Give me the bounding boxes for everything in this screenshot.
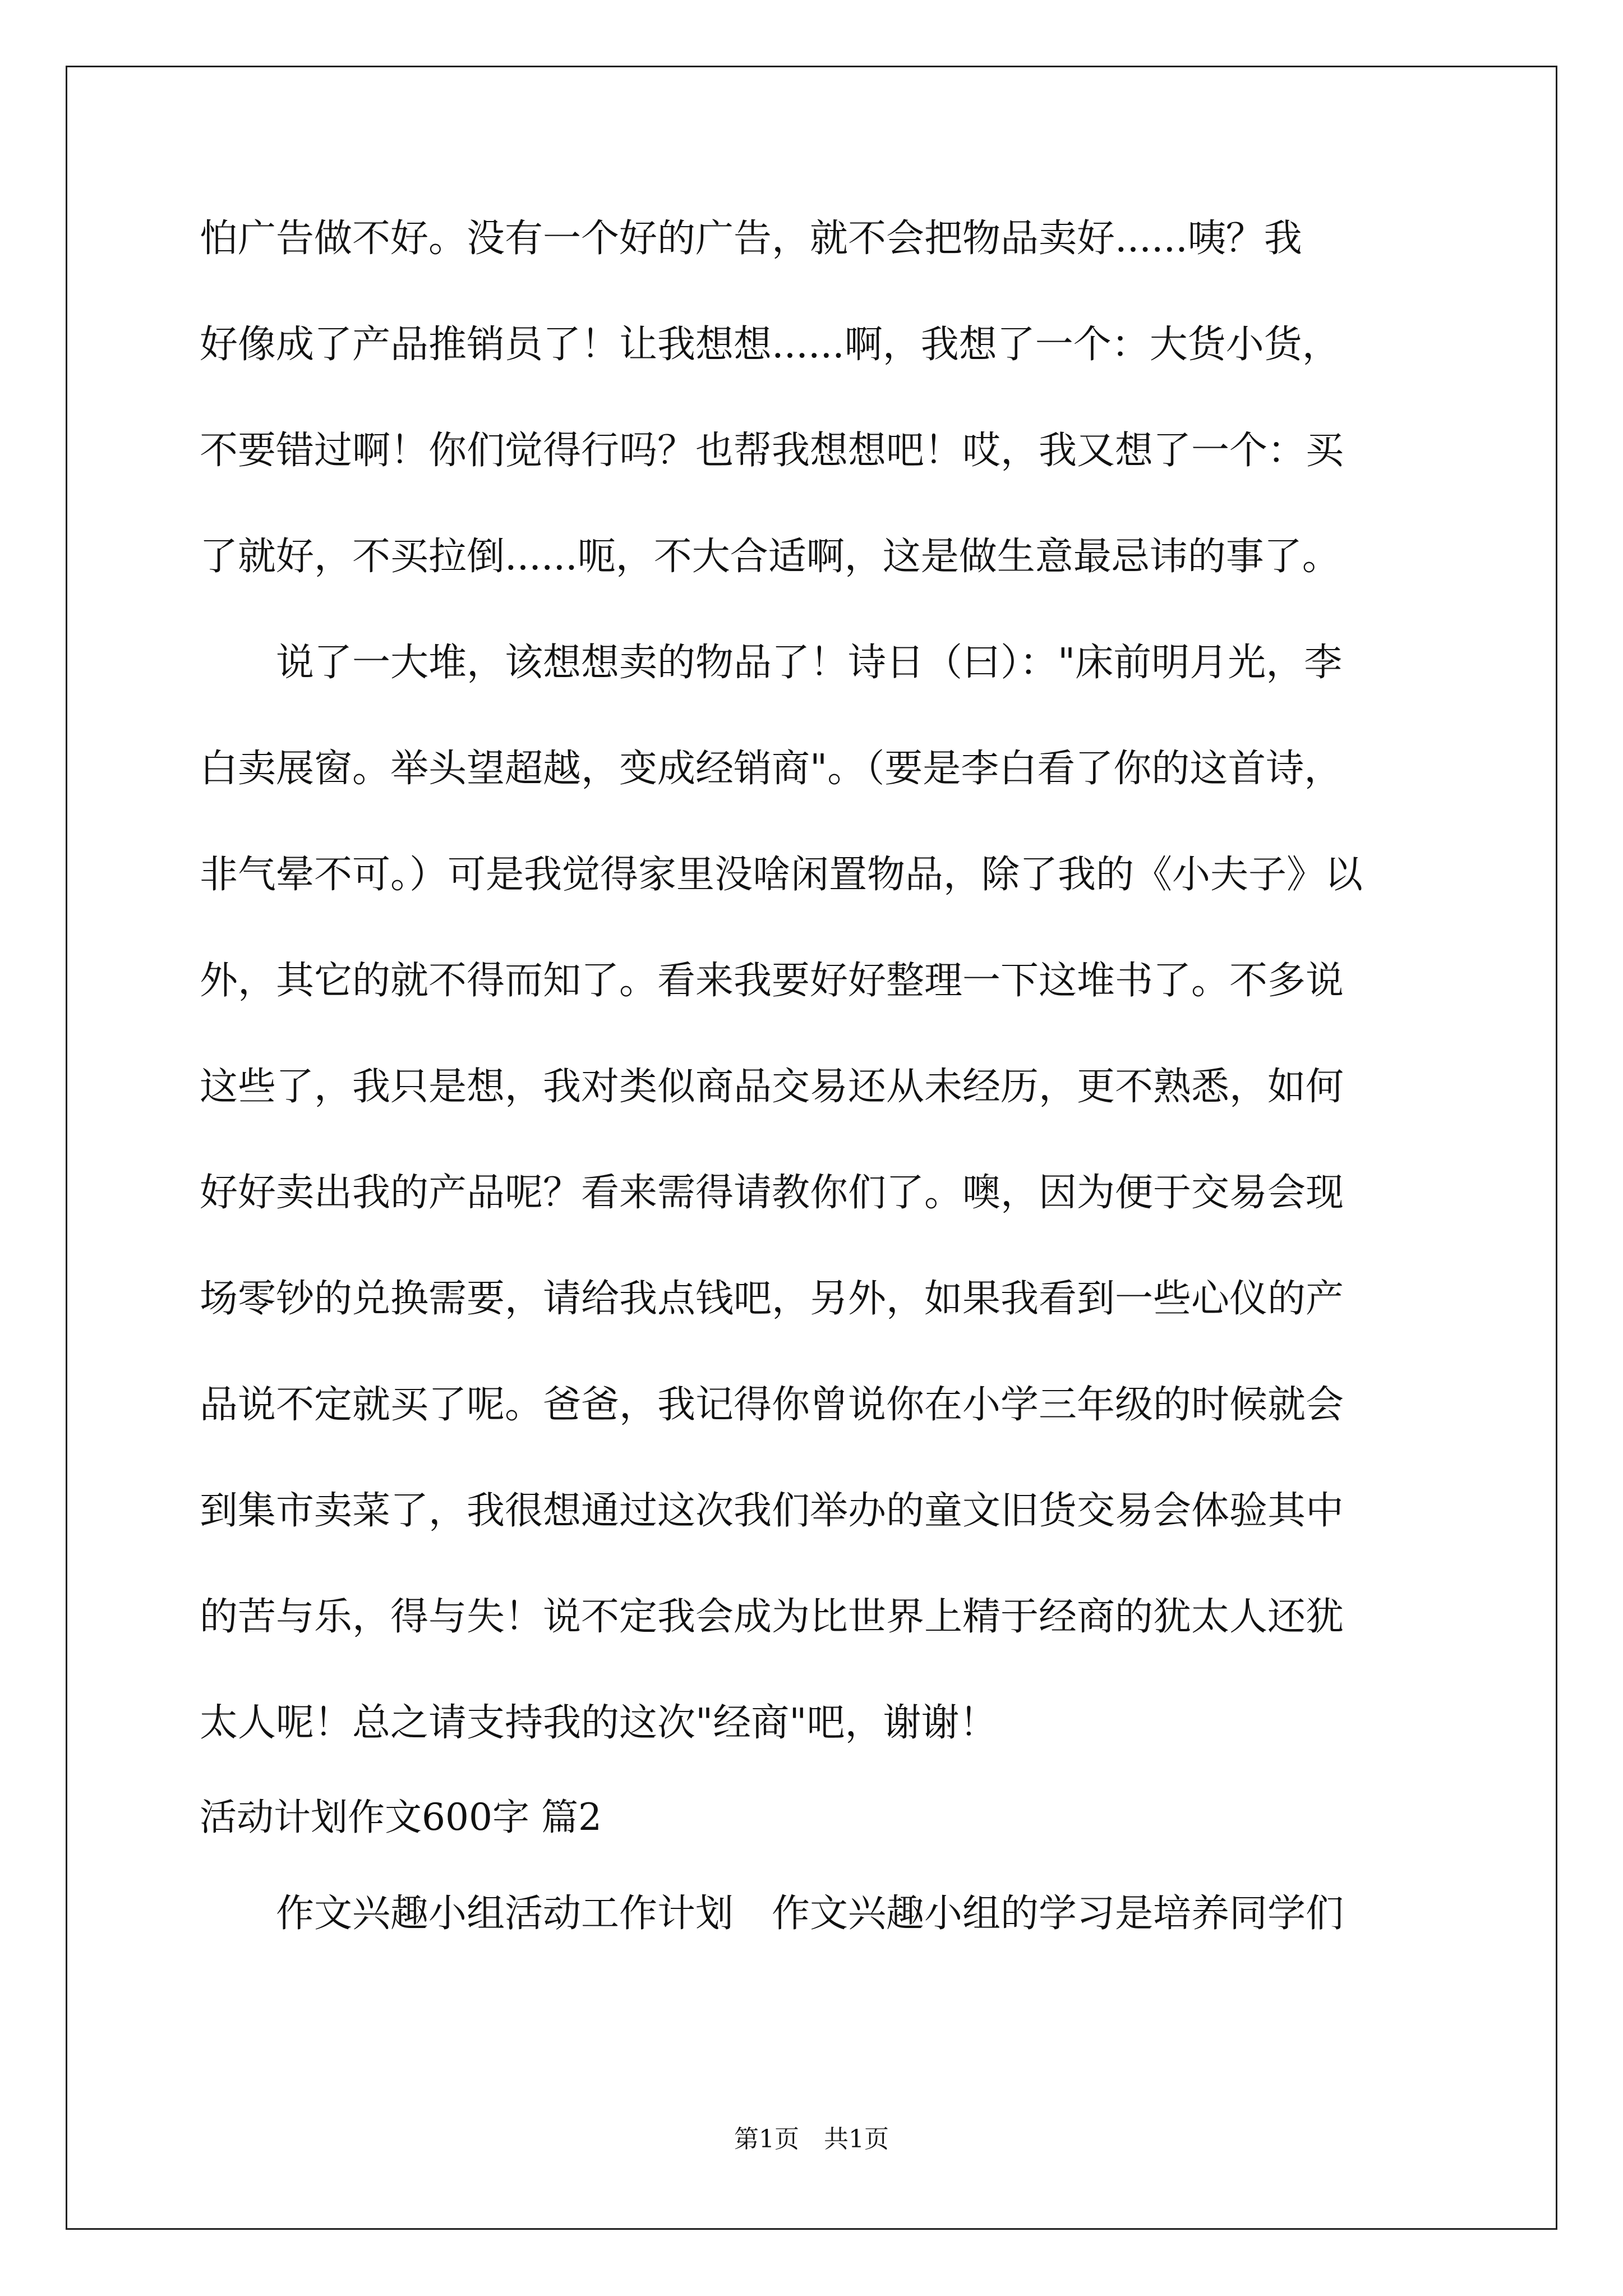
body-line: 场零钞的兑换需要，请给我点钱吧，另外，如果我看到一些心仪的产 xyxy=(200,1277,1344,1321)
body-line: 好好卖出我的产品呢？看来需得请教你们了。噢，因为便于交易会现 xyxy=(200,1171,1344,1215)
body-line: 到集市卖菜了，我很想通过这次我们举办的童文旧货交易会体验其中 xyxy=(200,1489,1344,1533)
body-line: 不要错过啊！你们觉得行吗？也帮我想想吧！哎，我又想了一个：买 xyxy=(200,429,1344,473)
body-line: 怕广告做不好。没有一个好的广告，就不会把物品卖好......咦？我 xyxy=(200,217,1302,261)
body-line: 说了一大堆，该想想卖的物品了！诗日（曰）："床前明月光，李 xyxy=(200,641,1343,685)
body-line: 作文兴趣小组活动工作计划 作文兴趣小组的学习是培养同学们 xyxy=(200,1892,1344,1936)
body-line: 品说不定就买了呢。爸爸，我记得你曾说你在小学三年级的时候就会 xyxy=(200,1383,1344,1427)
body-line: 好像成了产品推销员了！让我想想......啊，我想了一个：大货小货， xyxy=(200,323,1340,367)
body-line: 了就好，不买拉倒......呃，不大合适啊，这是做生意最忌讳的事了。 xyxy=(200,535,1340,579)
body-line: 白卖展窗。举头望超越，变成经销商"。（要是李白看了你的这首诗， xyxy=(200,747,1343,791)
section-heading: 活动计划作文600字 篇2 xyxy=(200,1796,602,1839)
body-line: 这些了，我只是想，我对类似商品交易还从未经历，更不熟悉，如何 xyxy=(200,1065,1344,1109)
body-line: 外，其它的就不得而知了。看来我要好好整理一下这堆书了。不多说 xyxy=(200,959,1344,1003)
page-footer: 第1页 共1页 xyxy=(734,2125,889,2154)
body-line: 的苦与乐，得与失！说不定我会成为比世界上精于经商的犹太人还犹 xyxy=(200,1595,1344,1639)
body-line: 非气晕不可。）可是我觉得家里没啥闲置物品，除了我的《小夫子》以 xyxy=(200,853,1363,897)
body-line: 太人呢！总之请支持我的这次"经商"吧，谢谢！ xyxy=(200,1701,998,1745)
